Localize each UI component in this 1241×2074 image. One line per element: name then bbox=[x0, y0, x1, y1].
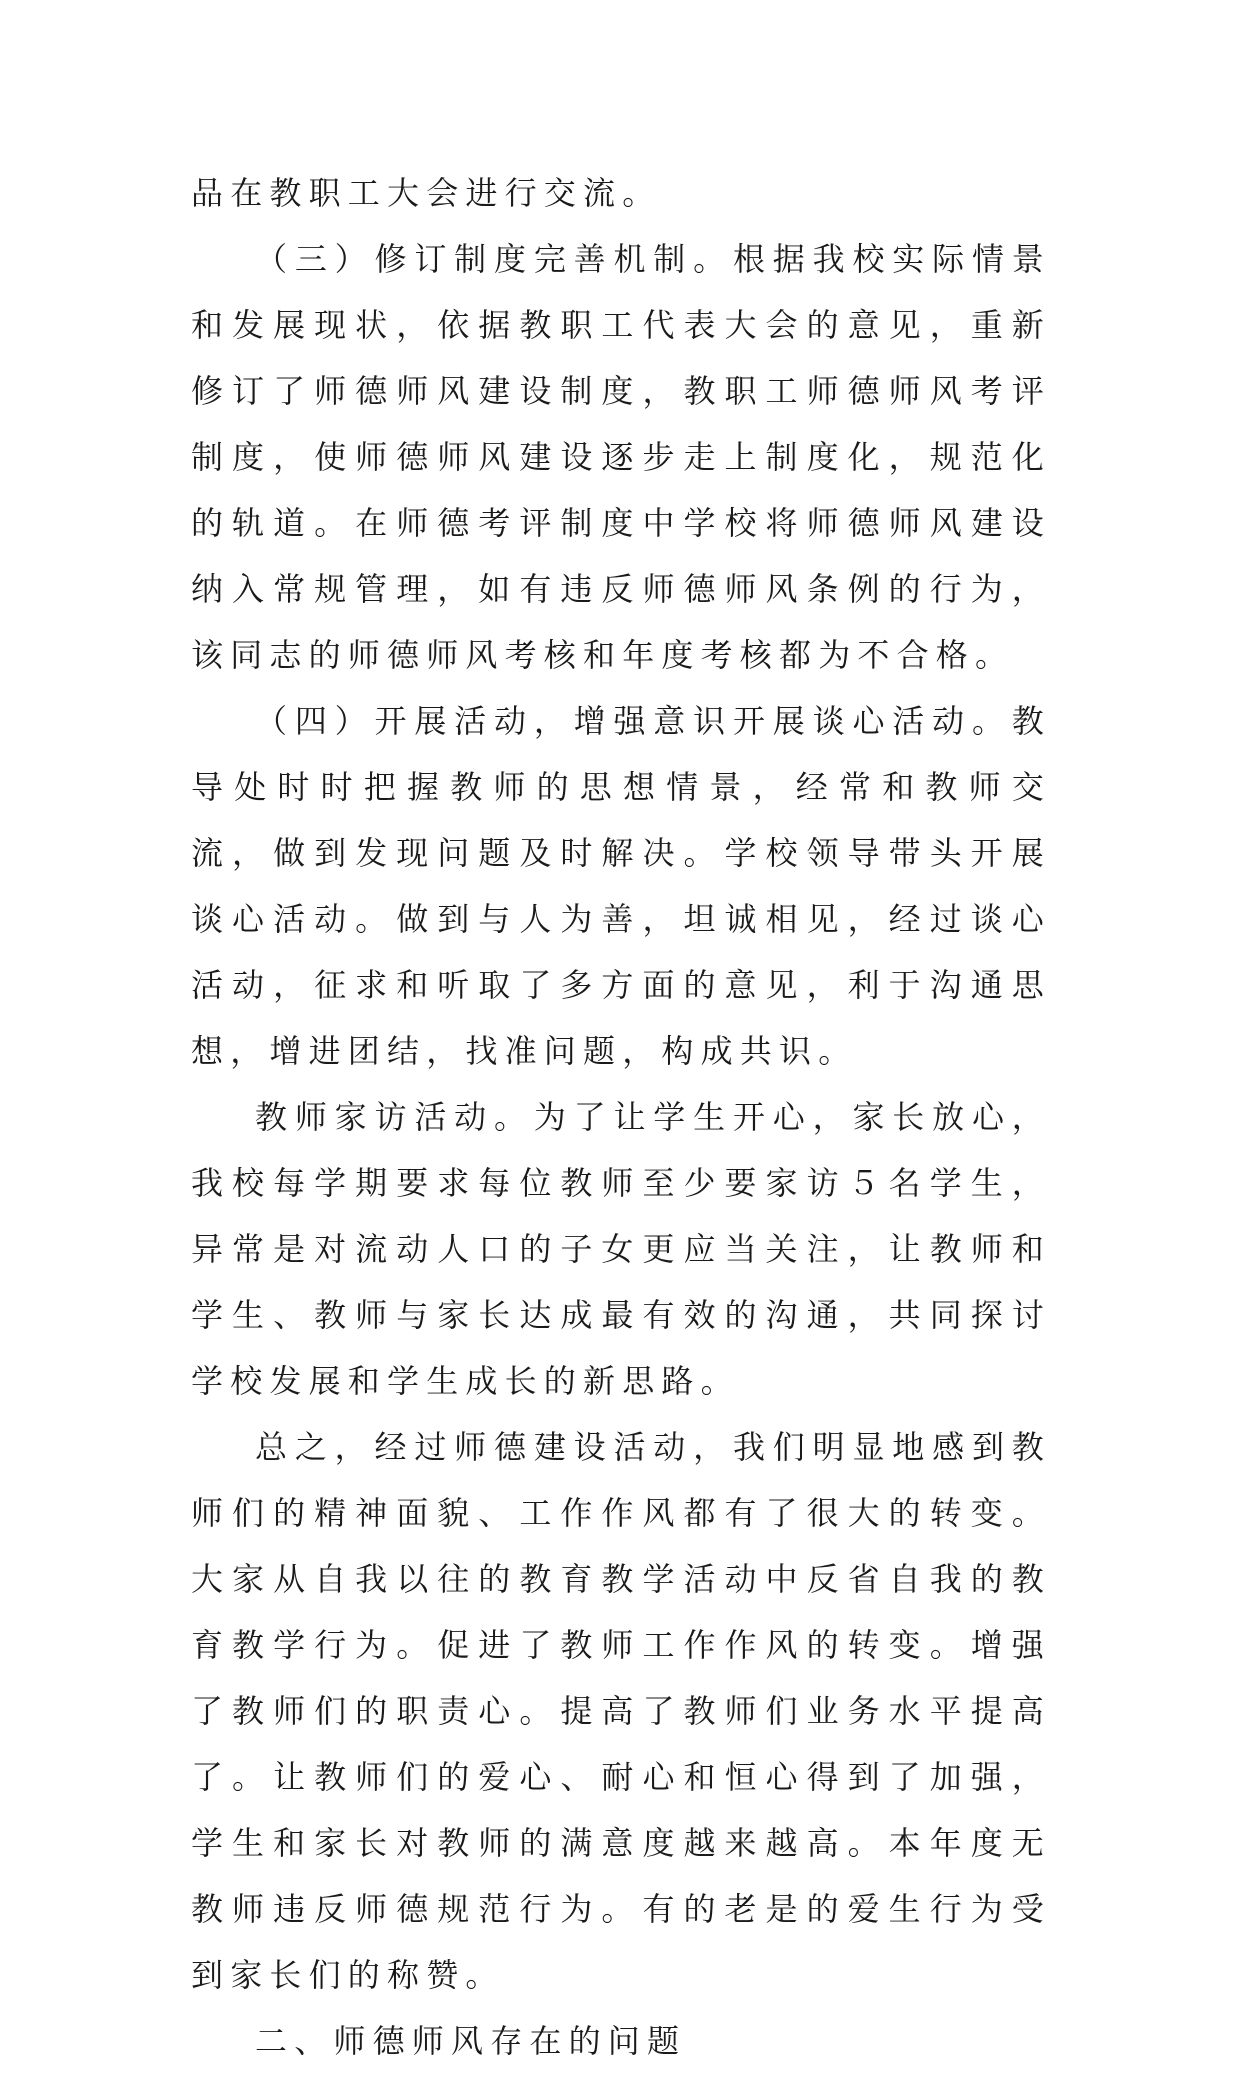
paragraph-home-visits: 教师家访活动。为了让学生开心，家长放心，我校每学期要求每位教师至少要家访５名学生，异常是对流动人口的子女更应当关注，让教师和学生、教师与家长达成最有效的沟通，共同探讨学校发展和学生成长的新思路。 bbox=[191, 1098, 1051, 1400]
paragraph-summary: 总之，经过师德建设活动，我们明显地感到教师们的精神面貌、工作作风都有了很大的转变。大家从自我以往的教育教学活动中反省自我的教育教学行为。促进了教师工作作风的转变。增强了教师们的职责心。提高了教师们业务水平提高了。让教师们的爱心、耐心和恒心得到了加强，学生和家长对教师的满意度越来越高。本年度无教师违反师德规范行为。有的老是的爱生行为受到家长们的称赞。 bbox=[191, 1428, 1051, 1994]
document-body bbox=[191, 160, 1051, 2074]
paragraph-continuation: 品在教职工大会进行交流。 bbox=[191, 174, 662, 212]
section-heading: 二、师德师风存在的问题 bbox=[255, 2022, 687, 2060]
paragraph-activities: （四）开展活动，增强意识开展谈心活动。教导处时时把握教师的思想情景，经常和教师交流，做到发现问题及时解决。学校领导带头开展谈心活动。做到与人为善，坦诚相见，经过谈心活动，征求和听取了多方面的意见，利于沟通思想，增进团结，找准问题，构成共识。 bbox=[191, 702, 1051, 1070]
paragraph-revise-system: （三）修订制度完善机制。根据我校实际情景和发展现状，依据教职工代表大会的意见，重新修订了师德师风建设制度，教职工师德师风考评制度，使师德师风建设逐步走上制度化，规范化的轨道。在师德考评制度中学校将师德师风建设纳入常规管理，如有违反师德师风条例的行为，该同志的师德师风考核和年度考核都为不合格。 bbox=[191, 240, 1051, 674]
